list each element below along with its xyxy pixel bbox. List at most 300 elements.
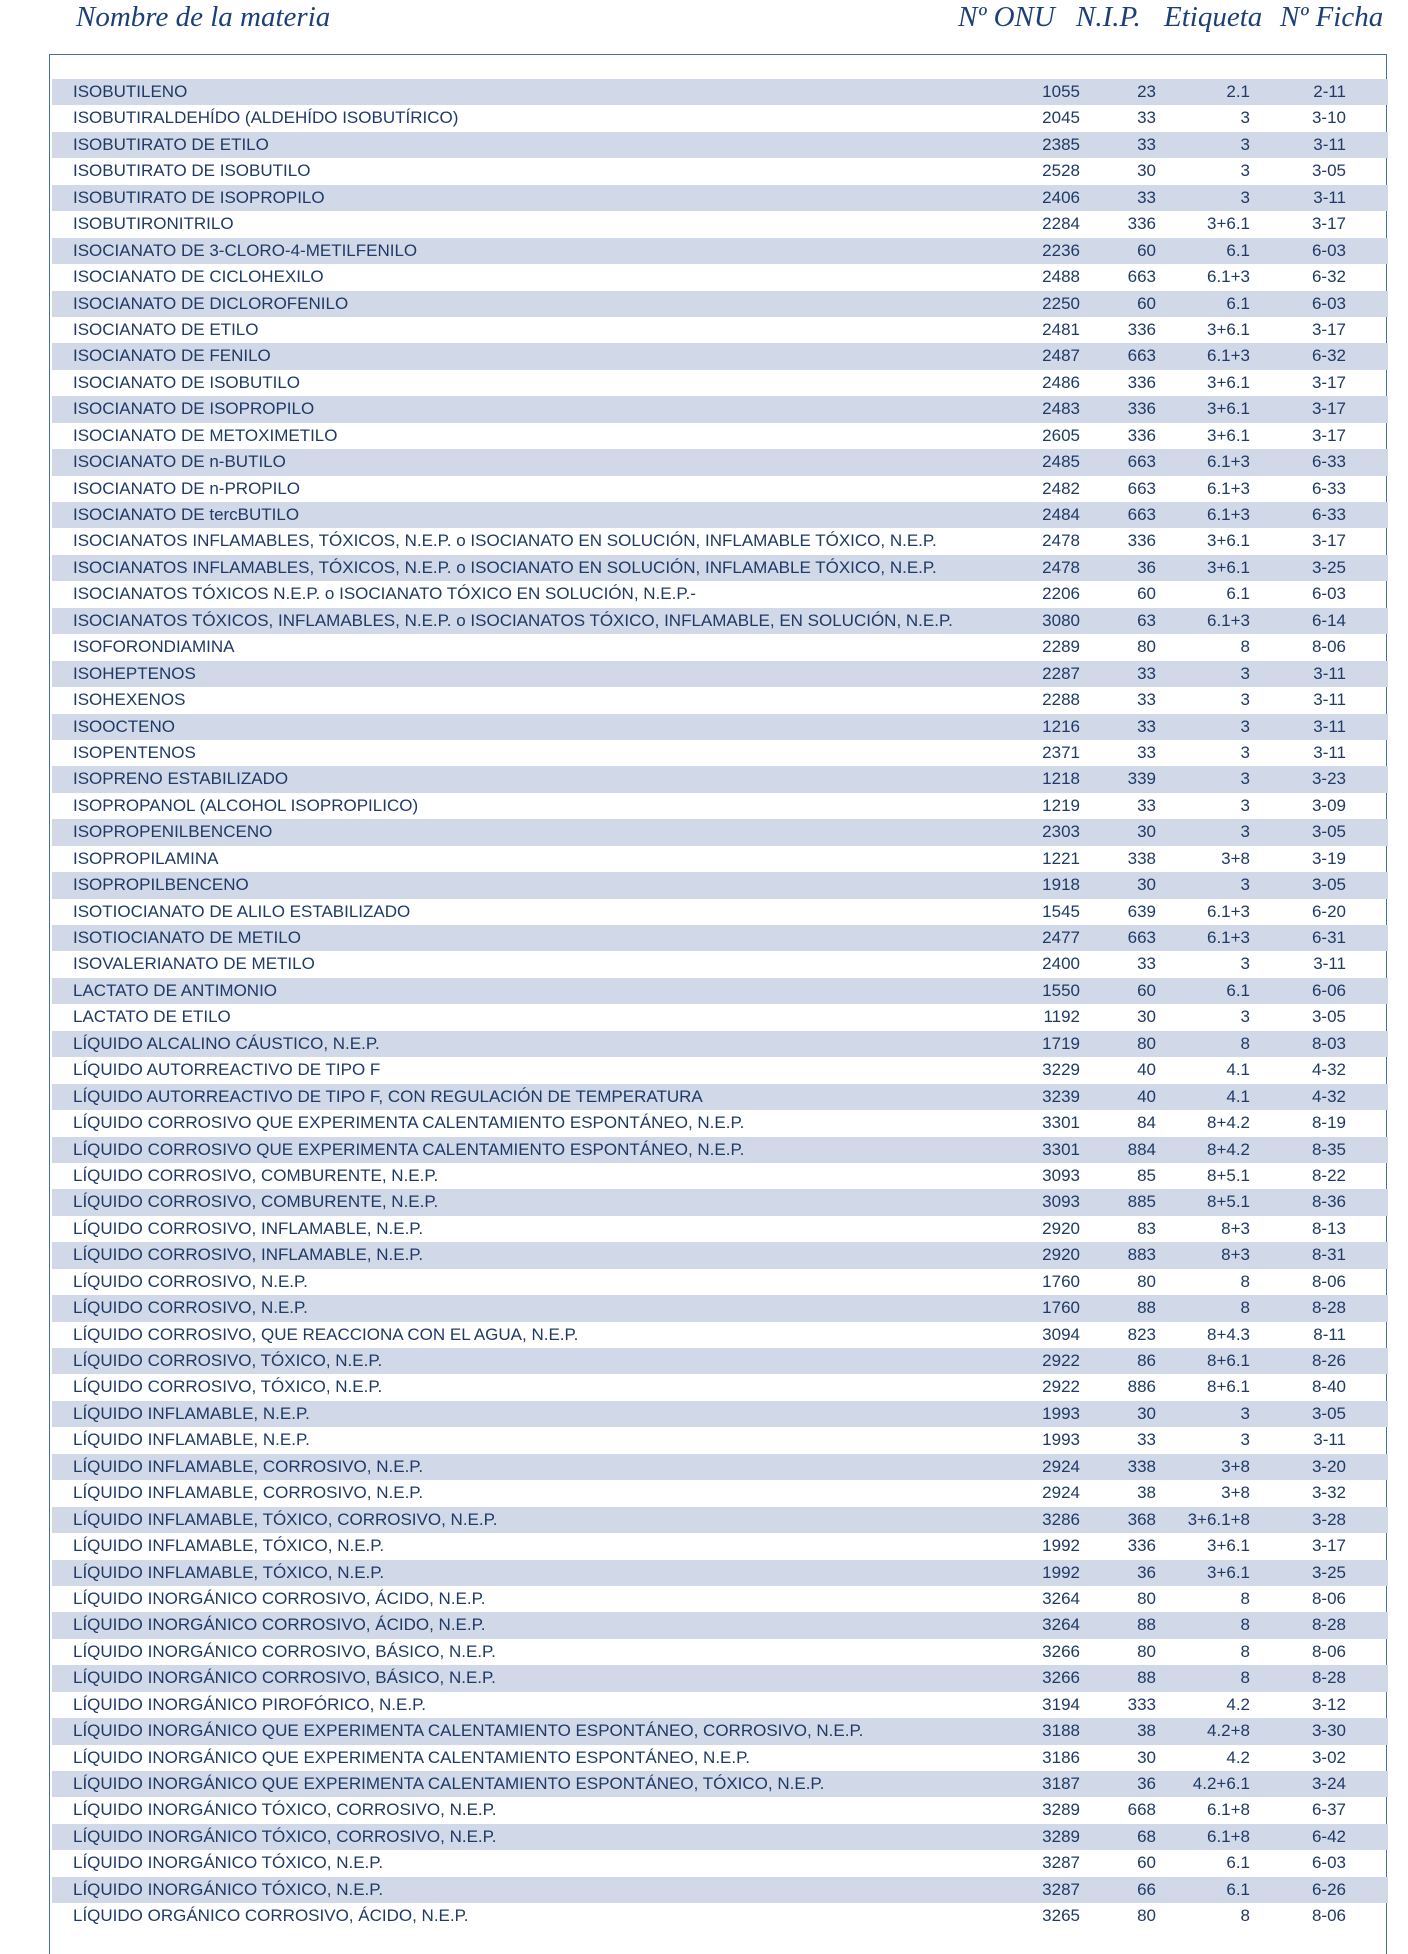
row-name: LÍQUIDO CORROSIVO, N.E.P. (73, 1298, 308, 1318)
row-nip: 336 (1127, 214, 1156, 234)
row-ficha: 8-11 (1313, 1324, 1346, 1344)
row-etiqueta: 2.1 (1226, 82, 1250, 101)
table-row (52, 1850, 1388, 1876)
table-row (52, 1031, 1388, 1057)
row-name: LÍQUIDO INFLAMABLE, TÓXICO, CORROSIVO, N.E.P. (73, 1509, 498, 1529)
row-etiqueta: 6.1+3 (1206, 928, 1250, 947)
table-row (52, 1797, 1388, 1823)
table-row (52, 1216, 1388, 1242)
row-etiqueta: 8 (1240, 1298, 1250, 1318)
materials-table (52, 79, 1388, 1930)
row-onu: 3265 (1042, 1906, 1080, 1926)
row-ficha: 3-05 (1311, 822, 1346, 842)
row-onu: 3239 (1042, 1086, 1080, 1106)
table-row (52, 1348, 1388, 1374)
row-etiqueta: 8+5.1 (1206, 1192, 1250, 1212)
row-nip: 668 (1127, 1800, 1156, 1820)
row-name: ISOCIANATO DE ISOPROPILO (73, 399, 315, 419)
table-row (52, 1269, 1388, 1295)
row-etiqueta: 3 (1240, 187, 1250, 207)
row-etiqueta: 6.1+8 (1206, 1826, 1250, 1846)
row-name: ISOPROPILAMINA (73, 848, 219, 868)
row-nip: 80 (1137, 1641, 1156, 1661)
row-etiqueta: 6.1 (1226, 1879, 1250, 1899)
row-onu: 2485 (1042, 452, 1080, 472)
row-onu: 3289 (1042, 1800, 1080, 1820)
row-nip: 60 (1137, 980, 1156, 1000)
row-ficha: 3-23 (1311, 769, 1346, 789)
row-name: LÍQUIDO INORGÁNICO QUE EXPERIMENTA CALENTAMIENTO ESPONTÁNEO, CORROSIVO, N.E.P. (73, 1721, 864, 1741)
row-etiqueta: 6.1+3 (1206, 901, 1250, 921)
row-ficha: 6-33 (1311, 452, 1346, 472)
row-etiqueta: 3+6.1+8 (1187, 1509, 1250, 1529)
row-nip: 80 (1137, 637, 1156, 657)
row-nip: 333 (1127, 1694, 1156, 1714)
row-ficha: 3-32 (1311, 1483, 1346, 1503)
row-ficha: 3-11 (1313, 187, 1346, 207)
row-etiqueta: 6.1+8 (1206, 1800, 1250, 1820)
row-nip: 336 (1127, 531, 1156, 551)
row-name: ISOTIOCIANATO DE METILO (73, 928, 301, 947)
row-onu: 2371 (1042, 742, 1080, 762)
row-ficha: 3-17 (1311, 425, 1346, 445)
row-name: ISOCIANATO DE n-PROPILO (73, 478, 301, 498)
row-onu: 1219 (1042, 795, 1080, 815)
table-row (52, 661, 1388, 687)
row-nip: 338 (1127, 1456, 1156, 1476)
table-row (52, 449, 1388, 475)
row-ficha: 4-32 (1311, 1086, 1346, 1106)
table-row (52, 1639, 1388, 1665)
row-ficha: 4-32 (1311, 1060, 1346, 1080)
row-etiqueta: 8+3 (1221, 1245, 1250, 1265)
row-ficha: 6-42 (1311, 1826, 1346, 1846)
table-row (52, 766, 1388, 792)
table-row (52, 1163, 1388, 1189)
table-row (52, 1322, 1388, 1348)
row-ficha: 3-17 (1311, 1536, 1346, 1556)
row-onu: 2478 (1042, 557, 1080, 577)
table-row (52, 185, 1388, 211)
row-onu: 2487 (1042, 346, 1080, 366)
row-name: ISOBUTIRATO DE ISOPROPILO (73, 187, 325, 207)
row-onu: 1055 (1042, 82, 1080, 101)
row-etiqueta: 8+3 (1221, 1218, 1250, 1238)
row-ficha: 6-03 (1311, 1853, 1346, 1873)
table-row (52, 105, 1388, 131)
row-onu: 2486 (1042, 372, 1080, 392)
row-name: ISOCIANATO DE CICLOHEXILO (73, 267, 324, 287)
row-etiqueta: 3+6.1 (1206, 1536, 1250, 1556)
row-nip: 33 (1137, 187, 1156, 207)
row-nip: 30 (1137, 822, 1156, 842)
row-ficha: 3-05 (1311, 161, 1346, 181)
row-ficha: 8-35 (1311, 1139, 1346, 1159)
row-etiqueta: 3 (1240, 663, 1250, 683)
row-etiqueta: 3+8 (1221, 1456, 1250, 1476)
row-onu: 2484 (1042, 505, 1080, 524)
row-nip: 883 (1127, 1245, 1156, 1265)
row-ficha: 6-32 (1311, 346, 1346, 366)
row-onu: 3188 (1042, 1721, 1080, 1741)
row-etiqueta: 6.1+3 (1206, 478, 1250, 498)
row-onu: 2288 (1042, 690, 1080, 710)
row-nip: 885 (1127, 1192, 1156, 1212)
row-onu: 2922 (1042, 1351, 1080, 1370)
row-etiqueta: 8 (1240, 1588, 1250, 1608)
row-ficha: 3-05 (1311, 875, 1346, 895)
row-nip: 60 (1137, 240, 1156, 260)
row-nip: 38 (1137, 1721, 1156, 1741)
row-nip: 33 (1137, 742, 1156, 762)
row-etiqueta: 3 (1240, 1007, 1250, 1027)
row-ficha: 3-10 (1311, 108, 1346, 128)
row-etiqueta: 3 (1240, 795, 1250, 815)
row-onu: 3264 (1042, 1615, 1080, 1635)
table-row (52, 264, 1388, 290)
table-row (52, 978, 1388, 1004)
table-row (52, 1533, 1388, 1559)
row-onu: 1918 (1042, 875, 1080, 895)
row-etiqueta: 4.1 (1226, 1060, 1250, 1080)
row-onu: 3264 (1042, 1588, 1080, 1608)
table-row (52, 1903, 1388, 1929)
table-row (52, 502, 1388, 528)
row-nip: 33 (1137, 795, 1156, 815)
row-name: ISOCIANATO DE n-BUTILO (73, 452, 286, 472)
table-row (52, 714, 1388, 740)
table-row (52, 634, 1388, 660)
row-etiqueta: 3 (1240, 769, 1250, 789)
row-nip: 639 (1127, 901, 1156, 921)
table-row (52, 899, 1388, 925)
row-name: LÍQUIDO INFLAMABLE, N.E.P. (73, 1430, 310, 1450)
row-etiqueta: 4.2+8 (1206, 1721, 1250, 1741)
table-row (52, 1137, 1388, 1163)
table-row (52, 1612, 1388, 1638)
row-name: ISOCIANATO DE tercBUTILO (73, 505, 300, 524)
row-nip: 663 (1127, 267, 1156, 287)
row-ficha: 3-11 (1313, 742, 1346, 762)
table-row (52, 528, 1388, 554)
row-nip: 40 (1137, 1060, 1156, 1080)
row-onu: 2303 (1042, 822, 1080, 842)
row-nip: 823 (1127, 1324, 1156, 1344)
row-nip: 33 (1137, 1430, 1156, 1450)
row-ficha: 8-40 (1311, 1377, 1346, 1397)
row-etiqueta: 3 (1240, 716, 1250, 736)
row-onu: 2920 (1042, 1218, 1080, 1238)
row-etiqueta: 8 (1240, 1033, 1250, 1053)
header-name: Nombre de la materia (76, 1, 331, 33)
row-ficha: 8-28 (1311, 1615, 1346, 1635)
row-etiqueta: 3+6.1 (1206, 531, 1250, 551)
table-row (52, 317, 1388, 343)
row-ficha: 8-03 (1311, 1033, 1346, 1053)
row-nip: 30 (1137, 1747, 1156, 1767)
row-ficha: 3-02 (1311, 1747, 1346, 1767)
table-row (52, 1480, 1388, 1506)
header-ficha: Nº Ficha (1280, 1, 1384, 33)
row-ficha: 3-30 (1311, 1721, 1346, 1741)
row-onu: 1545 (1042, 901, 1080, 921)
row-onu: 3187 (1042, 1774, 1080, 1793)
row-ficha: 3-19 (1311, 848, 1346, 868)
row-etiqueta: 8 (1240, 1906, 1250, 1926)
row-name: ISOCIANATO DE ISOBUTILO (73, 372, 301, 392)
table-row (52, 872, 1388, 898)
row-name: ISOBUTIRATO DE ETILO (73, 134, 269, 154)
row-onu: 3194 (1042, 1694, 1080, 1714)
row-name: LÍQUIDO INORGÁNICO CORROSIVO, BÁSICO, N.E.P. (73, 1668, 496, 1688)
table-row (52, 1427, 1388, 1453)
row-nip: 88 (1137, 1298, 1156, 1318)
row-ficha: 6-26 (1311, 1879, 1346, 1899)
row-name: LÍQUIDO CORROSIVO QUE EXPERIMENTA CALENTAMIENTO ESPONTÁNEO, N.E.P. (73, 1139, 745, 1159)
row-etiqueta: 8+5.1 (1206, 1165, 1250, 1185)
row-nip: 884 (1127, 1139, 1156, 1159)
table-row (52, 396, 1388, 422)
row-onu: 3301 (1042, 1113, 1080, 1133)
row-name: LÍQUIDO CORROSIVO, INFLAMABLE, N.E.P. (73, 1218, 424, 1238)
row-nip: 368 (1127, 1509, 1156, 1529)
row-onu: 3287 (1042, 1853, 1080, 1873)
row-etiqueta: 4.1 (1226, 1086, 1250, 1106)
row-onu: 3266 (1042, 1668, 1080, 1688)
row-ficha: 8-28 (1311, 1668, 1346, 1688)
row-nip: 663 (1127, 452, 1156, 472)
row-nip: 88 (1137, 1668, 1156, 1688)
row-ficha: 8-06 (1311, 637, 1346, 657)
row-nip: 86 (1137, 1351, 1156, 1370)
table-row (52, 1745, 1388, 1771)
row-name: LÍQUIDO INFLAMABLE, CORROSIVO, N.E.P. (73, 1456, 424, 1476)
row-etiqueta: 3 (1240, 742, 1250, 762)
row-name: LÍQUIDO INORGÁNICO QUE EXPERIMENTA CALENTAMIENTO ESPONTÁNEO, N.E.P. (73, 1747, 750, 1767)
row-name: LÍQUIDO CORROSIVO, N.E.P. (73, 1271, 308, 1291)
row-onu: 3093 (1042, 1165, 1080, 1185)
row-etiqueta: 8+4.2 (1206, 1139, 1250, 1159)
row-name: LÍQUIDO CORROSIVO, TÓXICO, N.E.P. (73, 1351, 383, 1370)
row-ficha: 6-03 (1311, 293, 1346, 313)
row-nip: 30 (1137, 1007, 1156, 1027)
row-etiqueta: 4.2+6.1 (1192, 1774, 1250, 1793)
row-name: ISOFORONDIAMINA (73, 637, 235, 657)
table-row (52, 1771, 1388, 1797)
table-row (52, 1004, 1388, 1030)
table-row (52, 846, 1388, 872)
row-onu: 2289 (1042, 637, 1080, 657)
row-onu: 1221 (1042, 848, 1080, 868)
row-nip: 60 (1137, 584, 1156, 604)
row-onu: 2385 (1042, 134, 1080, 154)
row-nip: 88 (1137, 1615, 1156, 1635)
table-row (52, 1824, 1388, 1850)
table-row (52, 1692, 1388, 1718)
row-ficha: 6-03 (1311, 584, 1346, 604)
row-nip: 339 (1127, 769, 1156, 789)
row-etiqueta: 4.2 (1226, 1694, 1250, 1714)
header-onu: Nº ONU (958, 1, 1055, 33)
row-onu: 2924 (1042, 1456, 1080, 1476)
row-nip: 336 (1127, 425, 1156, 445)
row-ficha: 3-28 (1311, 1509, 1346, 1529)
row-name: ISOTIOCIANATO DE ALILO ESTABILIZADO (73, 901, 411, 921)
row-nip: 38 (1137, 1483, 1156, 1503)
row-etiqueta: 6.1+3 (1206, 505, 1250, 524)
row-onu: 3301 (1042, 1139, 1080, 1159)
row-etiqueta: 3 (1240, 875, 1250, 895)
row-onu: 2284 (1042, 214, 1080, 234)
table-row (52, 740, 1388, 766)
row-ficha: 8-06 (1311, 1588, 1346, 1608)
row-etiqueta: 3+6.1 (1206, 372, 1250, 392)
row-onu: 3080 (1042, 610, 1080, 630)
header-nip: N.I.P. (1076, 1, 1141, 33)
row-name: ISOBUTIRONITRILO (73, 214, 234, 234)
table-row (52, 793, 1388, 819)
row-etiqueta: 6.1+3 (1206, 267, 1250, 287)
row-etiqueta: 3+6.1 (1206, 557, 1250, 577)
row-onu: 2406 (1042, 187, 1080, 207)
row-onu: 1719 (1042, 1033, 1080, 1053)
row-ficha: 8-22 (1311, 1165, 1346, 1185)
row-ficha: 8-31 (1311, 1245, 1346, 1265)
row-ficha: 8-06 (1311, 1271, 1346, 1291)
row-ficha: 6-14 (1311, 610, 1346, 630)
row-etiqueta: 6.1+3 (1206, 452, 1250, 472)
row-name: ISOPENTENOS (73, 742, 196, 762)
row-ficha: 8-26 (1311, 1351, 1346, 1370)
row-ficha: 6-32 (1311, 267, 1346, 287)
row-nip: 30 (1137, 1403, 1156, 1423)
row-etiqueta: 3 (1240, 954, 1250, 974)
row-onu: 2236 (1042, 240, 1080, 260)
row-onu: 2920 (1042, 1245, 1080, 1265)
row-ficha: 3-17 (1311, 214, 1346, 234)
row-name: LÍQUIDO INFLAMABLE, TÓXICO, N.E.P. (73, 1562, 385, 1582)
table-row (52, 819, 1388, 845)
row-ficha: 2-11 (1313, 82, 1346, 101)
row-nip: 23 (1137, 82, 1156, 101)
row-onu: 1192 (1043, 1007, 1080, 1027)
row-nip: 83 (1137, 1218, 1156, 1238)
table-row (52, 1189, 1388, 1215)
row-name: ISOOCTENO (73, 716, 176, 736)
row-etiqueta: 6.1 (1226, 240, 1250, 260)
row-nip: 336 (1127, 1536, 1156, 1556)
row-onu: 2478 (1042, 531, 1080, 551)
table-row (52, 476, 1388, 502)
row-ficha: 6-33 (1311, 478, 1346, 498)
row-name: LÍQUIDO CORROSIVO, COMBURENTE, N.E.P. (73, 1192, 439, 1212)
row-etiqueta: 3+6.1 (1206, 1562, 1250, 1582)
row-name: LACTATO DE ETILO (73, 1007, 231, 1027)
row-ficha: 3-17 (1311, 399, 1346, 419)
row-nip: 338 (1127, 848, 1156, 868)
row-name: ISOCIANATO DE FENILO (73, 346, 271, 366)
row-nip: 886 (1127, 1377, 1156, 1397)
row-onu: 2287 (1042, 663, 1080, 683)
table-row (52, 1507, 1388, 1533)
table-row (52, 951, 1388, 977)
row-ficha: 3-05 (1311, 1403, 1346, 1423)
table-row (52, 1242, 1388, 1268)
row-name: ISOBUTIRATO DE ISOBUTILO (73, 161, 311, 181)
row-onu: 3287 (1042, 1879, 1080, 1899)
row-etiqueta: 3 (1240, 690, 1250, 710)
row-name: LÍQUIDO INORGÁNICO TÓXICO, CORROSIVO, N.E.P. (73, 1826, 497, 1846)
row-name: LÍQUIDO INORGÁNICO QUE EXPERIMENTA CALENTAMIENTO ESPONTÁNEO, TÓXICO, N.E.P. (73, 1774, 825, 1793)
table-row (52, 343, 1388, 369)
row-name: LÍQUIDO INORGÁNICO TÓXICO, N.E.P. (73, 1853, 384, 1873)
row-nip: 85 (1137, 1165, 1156, 1185)
row-etiqueta: 8 (1240, 1271, 1250, 1291)
row-etiqueta: 3 (1240, 161, 1250, 181)
row-nip: 663 (1127, 928, 1156, 947)
row-name: ISOBUTIRALDEHÍDO (ALDEHÍDO ISOBUTÍRICO) (73, 108, 459, 128)
row-ficha: 8-06 (1311, 1641, 1346, 1661)
row-nip: 60 (1137, 293, 1156, 313)
row-onu: 1992 (1042, 1536, 1080, 1556)
row-nip: 33 (1137, 690, 1156, 710)
row-onu: 3289 (1042, 1826, 1080, 1846)
row-onu: 3094 (1042, 1324, 1080, 1344)
table-row (52, 1718, 1388, 1744)
row-onu: 3266 (1042, 1641, 1080, 1661)
row-name: LÍQUIDO INORGÁNICO PIROFÓRICO, N.E.P. (73, 1694, 426, 1714)
table-row (52, 1295, 1388, 1321)
row-onu: 2477 (1042, 928, 1080, 947)
table-row (52, 1877, 1388, 1903)
row-onu: 2400 (1042, 954, 1080, 974)
row-etiqueta: 3 (1240, 108, 1250, 128)
row-name: ISOBUTILENO (73, 82, 188, 101)
table-row (52, 925, 1388, 951)
row-etiqueta: 3 (1240, 822, 1250, 842)
row-etiqueta: 6.1+3 (1206, 610, 1250, 630)
row-etiqueta: 8 (1240, 1615, 1250, 1635)
row-onu: 2483 (1042, 399, 1080, 419)
row-etiqueta: 4.2 (1226, 1747, 1250, 1767)
row-nip: 60 (1137, 1853, 1156, 1873)
row-ficha: 3-17 (1311, 372, 1346, 392)
row-ficha: 3-24 (1311, 1774, 1346, 1793)
row-name: LÍQUIDO INORGÁNICO TÓXICO, N.E.P. (73, 1879, 384, 1899)
row-nip: 80 (1137, 1906, 1156, 1926)
row-onu: 1760 (1042, 1298, 1080, 1318)
row-nip: 33 (1137, 954, 1156, 974)
row-ficha: 6-20 (1311, 901, 1346, 921)
row-onu: 2045 (1042, 108, 1080, 128)
row-ficha: 3-09 (1311, 795, 1346, 815)
row-ficha: 3-17 (1311, 531, 1346, 551)
row-onu: 3286 (1042, 1509, 1080, 1529)
table-row (52, 1665, 1388, 1691)
row-onu: 2605 (1042, 425, 1080, 445)
row-name: LÍQUIDO CORROSIVO, COMBURENTE, N.E.P. (73, 1165, 439, 1185)
table-row (52, 211, 1388, 237)
row-onu: 2481 (1042, 319, 1080, 339)
row-name: LÍQUIDO INORGÁNICO CORROSIVO, BÁSICO, N.E.P. (73, 1641, 496, 1661)
table-row (52, 158, 1388, 184)
row-nip: 663 (1127, 505, 1156, 524)
row-etiqueta: 8+4.3 (1206, 1324, 1250, 1344)
table-row (52, 687, 1388, 713)
table-row (52, 1454, 1388, 1480)
row-ficha: 3-11 (1313, 134, 1346, 154)
row-ficha: 3-25 (1311, 557, 1346, 577)
